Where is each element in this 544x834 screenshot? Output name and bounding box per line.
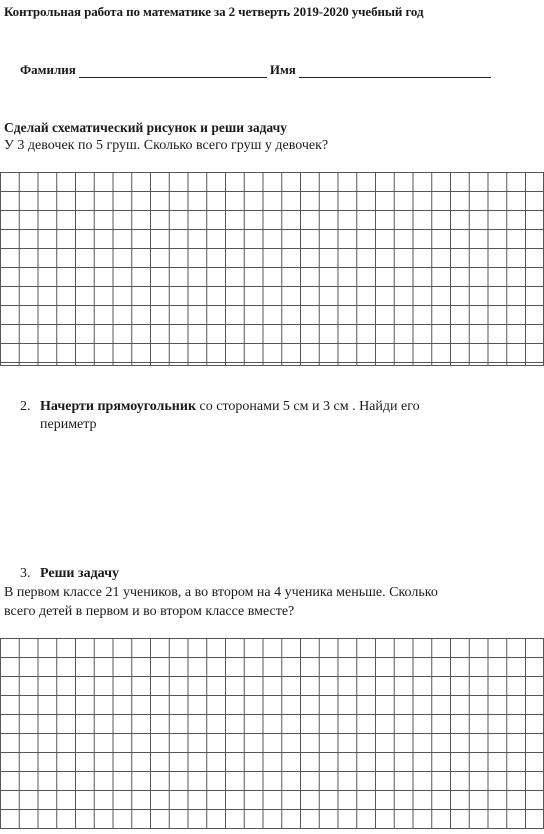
- task3-text-line1: В первом классе 21 учеников, а во втором на 4 ученика меньше. Сколько: [4, 585, 438, 600]
- task3-answer-grid[interactable]: [0, 638, 544, 829]
- task3-number: 3.: [20, 566, 31, 581]
- task3-line-heading: [20, 566, 119, 582]
- page-title: Контрольная работа по математике за 2 четверть 2019-2020 учебный год: [4, 4, 424, 19]
- task1-text: У 3 девочек по 5 груш. Сколько всего груш у девочек?: [4, 138, 329, 153]
- task2-text-line2: периметр: [40, 417, 97, 432]
- student-info-row: [20, 62, 494, 78]
- surname-blank-line[interactable]: [79, 65, 267, 78]
- surname-label: Фамилия: [20, 62, 76, 77]
- task2-line1: [20, 399, 420, 415]
- task3-text-line2: всего детей в первом и во втором классе вместе?: [4, 604, 295, 619]
- task3-heading: Реши задачу: [40, 566, 120, 581]
- task2-number: 2.: [20, 399, 31, 414]
- task2-text-line1: со сторонами 5 см и 3 см . Найди его: [199, 399, 420, 414]
- task2-heading: Начерти прямоугольник: [40, 399, 197, 414]
- name-label: Имя: [269, 62, 296, 77]
- task1-answer-grid[interactable]: [0, 172, 544, 366]
- task1-heading: Сделай схематический рисунок и реши задачу: [4, 120, 287, 135]
- name-blank-line[interactable]: [299, 65, 491, 78]
